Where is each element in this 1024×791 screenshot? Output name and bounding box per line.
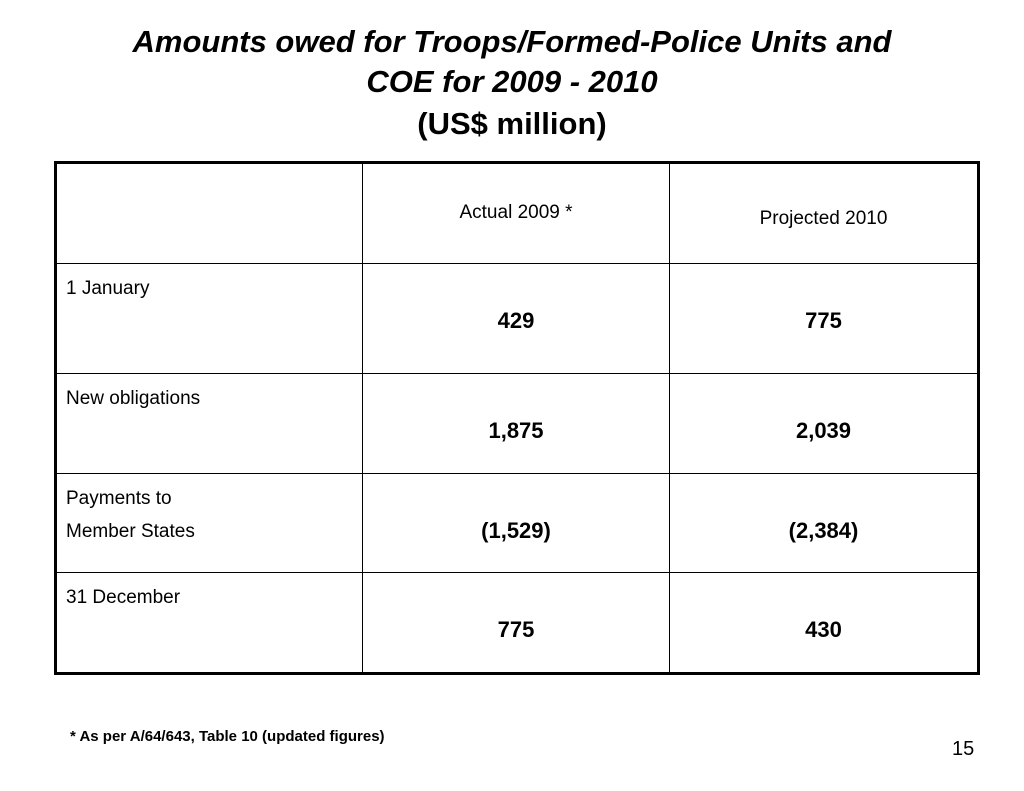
row-label-cell	[56, 264, 363, 374]
header-actual-2009: Actual 2009 *	[459, 202, 573, 223]
title-unit: (US$ million)	[417, 106, 607, 141]
actual-value: (1,529)	[481, 518, 551, 543]
row-label-line-2: Member States	[66, 521, 195, 542]
actual-value-cell	[363, 264, 670, 374]
header-projected-cell	[670, 163, 979, 264]
header-label-cell	[56, 163, 363, 264]
row-label-line-1: Payments to	[66, 488, 172, 509]
row-label-cell	[56, 374, 363, 474]
actual-value-cell	[363, 374, 670, 474]
row-label-line-1: 1 January	[66, 278, 150, 299]
title-line-2: COE for 2009 - 2010	[366, 64, 658, 99]
row-label	[66, 382, 200, 415]
slide-title	[0, 22, 1024, 146]
header-actual-cell	[363, 163, 670, 264]
table-row	[56, 474, 979, 573]
table-row	[56, 573, 979, 674]
row-label-line-1: New obligations	[66, 388, 201, 409]
projected-value-cell	[670, 264, 979, 374]
row-label	[66, 272, 149, 305]
table-row	[56, 374, 979, 474]
projected-value: (2,384)	[788, 518, 859, 543]
page-number: 15	[952, 738, 975, 760]
actual-value-cell	[363, 573, 670, 674]
projected-value-cell	[670, 474, 979, 573]
header-projected-2010: Projected 2010	[759, 208, 888, 229]
table-row	[56, 264, 979, 374]
row-label-cell	[56, 474, 363, 573]
projected-value-cell	[670, 374, 979, 474]
row-label-line-1: 31 December	[66, 587, 181, 608]
projected-value: 775	[805, 308, 842, 333]
row-label	[66, 482, 195, 548]
actual-value: 429	[497, 308, 535, 333]
projected-value-cell	[670, 573, 979, 674]
actual-value-cell	[363, 474, 670, 573]
footnote: * As per A/64/643, Table 10 (updated figures)	[70, 728, 385, 745]
actual-value: 1,875	[488, 418, 544, 443]
projected-value: 2,039	[795, 418, 852, 443]
actual-value: 775	[497, 617, 535, 642]
row-label	[66, 581, 180, 614]
title-line-1: Amounts owed for Troops/Formed-Police Units and	[132, 24, 892, 59]
table-header-row	[56, 163, 979, 264]
row-label-cell	[56, 573, 363, 674]
projected-value: 430	[805, 617, 842, 642]
amounts-owed-table	[54, 161, 980, 675]
